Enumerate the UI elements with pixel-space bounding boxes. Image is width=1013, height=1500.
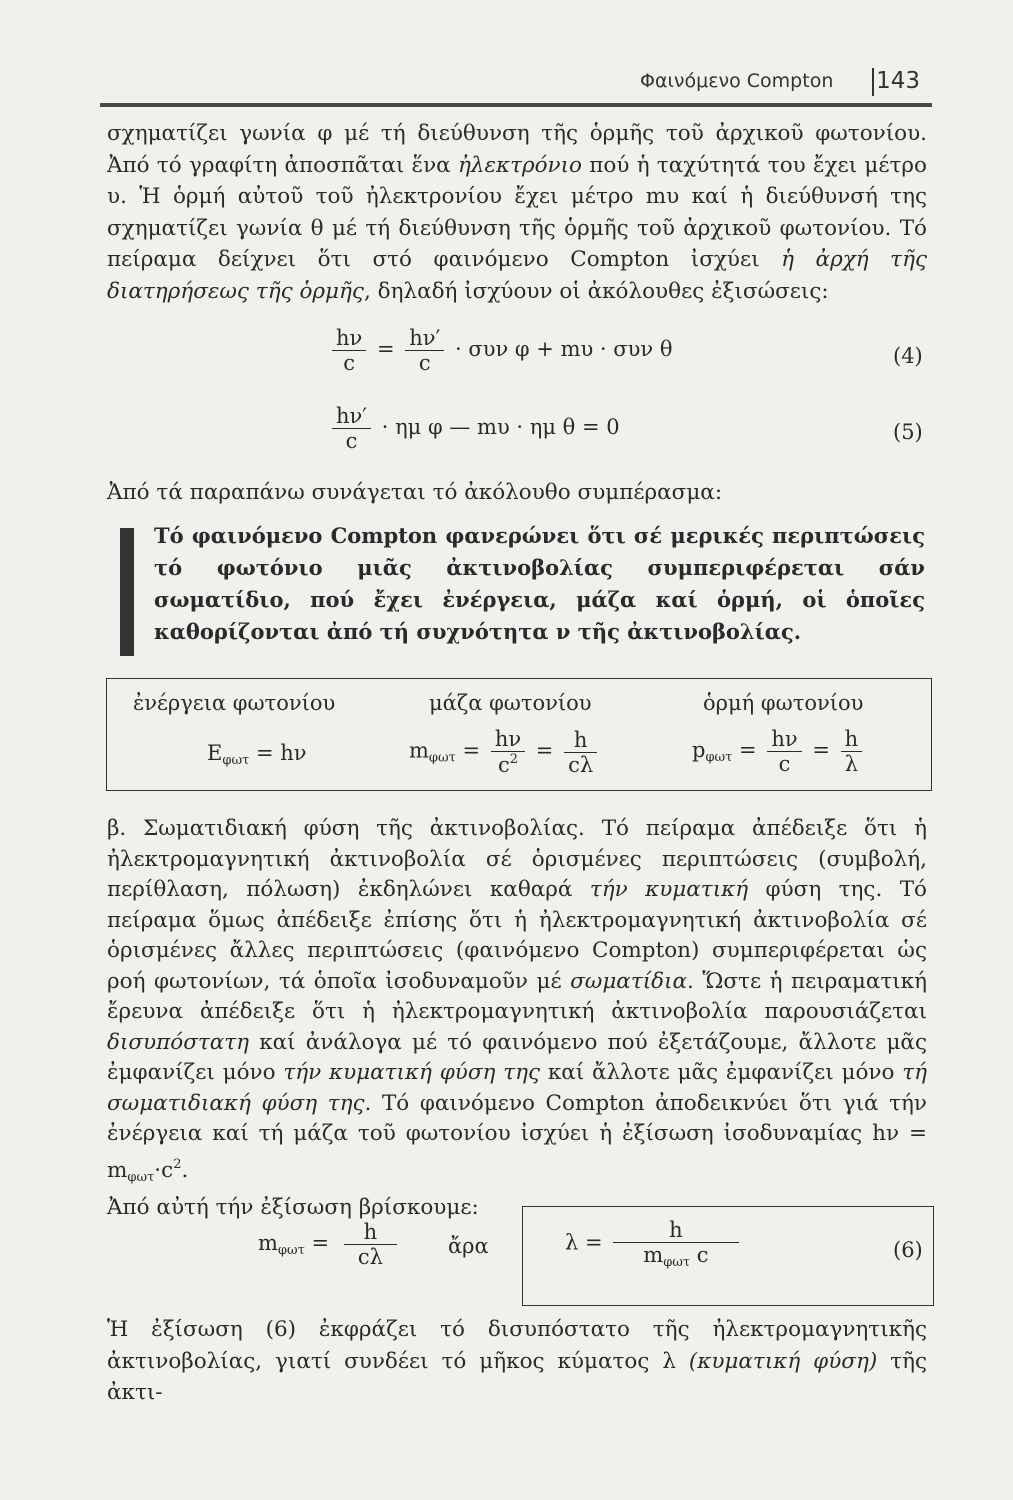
paragraph-2: Ἀπό τά παραπάνω συνάγεται τό ἀκόλουθο συμπέρασμα: [107,480,723,505]
eq4-fraction-1: $\frac{h\nu}{c}$ [332,326,366,375]
conclusion-block [120,520,925,648]
paragraph-4: Ἀπό αὐτή τήν ἐξίσωση βρίσκουμε: [107,1195,479,1220]
conclusion-marker-bar [120,528,134,656]
eq5-rest: · ημ φ — mυ · ημ θ = 0 [381,415,620,439]
equation-5 [328,404,620,453]
energy-formula: $E_{\varphi\omega\tau} = h\nu$ [207,741,307,768]
equation-6-left: $m_{\varphi\omega\tau}$ = $\frac{h}{c\lambda}$ [258,1220,401,1269]
page-number: 143 [876,68,920,94]
header-divider [872,68,874,96]
equation-4-label: (4) [893,344,923,368]
equation-4 [328,326,672,375]
paragraph-5: Ἡ ἐξίσωση (6) ἐκφράζει τό δισυπόστατο τῆς ἠλεκτρομαγνητικῆς ἀκτινοβολίας, γιατί συνδέει τό μῆκος κύματος λ (κυματική φύση) τῆς ἀκτι- [107,1317,927,1405]
conclusion-text: Τό φαινόμενο Compton φανερώνει ὅτι σέ μερικές περιπτώσεις τό φωτόνιο μιᾶς ἀκτινοβολίας συμπεριφέρεται σάν σωματίδιο, πού ἔχει ἐνέργεια, μάζα καί ὁρμή, οἱ ὁποῖες καθορίζονται ἀπό τή συχνότητα ν τῆς ἀκτινοβολίας. [154,523,925,644]
momentum-label: ὁρμή φωτονίου [703,691,864,715]
momentum-formula: $p_{\varphi\omega\tau}$ = $\frac{h\nu}{c}$ = $\frac{h}{\lambda}$ [692,727,866,776]
mass-label: μάζα φωτονίου [429,691,592,715]
equation-6-right: λ = $\frac{h}{m_{\varphi\omega\tau} c}$ [565,1218,743,1270]
mass-formula: $m_{\varphi\omega\tau}$ = $\frac{h\nu}{c^2}$ = $\frac{h}{c\lambda}$ [409,727,601,777]
eq4-equals: = [376,337,395,361]
header-rule [100,103,932,107]
eq5-fraction: $\frac{h\nu'}{c}$ [332,404,371,453]
equation-6-label: (6) [893,1238,923,1262]
paragraph-1: σχηματίζει γωνία φ μέ τή διεύθυνση τῆς ὁρμῆς τοῦ ἀρχικοῦ φωτονίου. Ἀπό τό γραφίτη ἀποσπᾶται ἕνα ἠλεκτρόνιο πού ἡ ταχύτητά του ἔχει μέτρο υ. Ἡ ὁρμή αὐτοῦ τοῦ ἠλεκτρονίου ἔχει μέτρο mυ καί ἡ διεύθυνσή της σχηματίζει γωνία θ μέ τή διεύθυνση τῆς ὁρμῆς τοῦ ἀρχικοῦ φωτονίου. Τό πείραμα δείχνει ὅτι στό φαινόμενο Compton ἰσχύει ἡ ἀρχή τῆς διατηρήσεως τῆς ὁρμῆς, δηλαδή ἰσχύουν οἱ ἀκόλουθες ἐξισώσεις: [107,121,927,304]
eq4-fraction-2: $\frac{h\nu'}{c}$ [405,326,444,375]
eq4-rest: · συν φ + mυ · συν θ [455,337,673,361]
equation-6-ara: ἄρα [448,1234,489,1258]
energy-label: ἐνέργεια φωτονίου [133,691,336,715]
running-header [640,68,940,96]
photon-formulas-box [106,678,932,791]
equation-5-label: (5) [893,420,923,444]
paragraph-3: β. Σωματιδιακή φύση τῆς ἀκτινοβολίας. Τό πείραμα ἀπέδειξε ὅτι ἡ ἠλεκτρομαγνητική ἀκτινοβολία σέ ὁρισμένες περιπτώσεις (συμβολή, περίθλαση, πόλωση) ἐκδηλώνει καθαρά τήν κυματική φύση της. Τό πείραμα ὅμως ἀπέδειξε ἐπίσης ὅτι ἡ ἠλεκτρομαγνητική ἀκτινοβολία σέ ὁρισμένες ἄλλες περιπτώσεις (φαινόμενο Compton) συμπεριφέρεται ὡς ροή φωτονίων, τά ὁποῖα ἰσοδυναμοῦν μέ σωματίδια. Ὥστε ἡ πειραματική ἔρευνα ἀπέδειξε ὅτι ἡ ἠλεκτρομαγνητική ἀκτινοβολία παρουσιάζεται δισυπόστατη καί ἀνάλογα μέ τό φαινόμενο πού ἐξετάζουμε, ἄλλοτε μᾶς ἐμφανίζει μόνο τήν κυματική φύση της καί ἄλλοτε μᾶς ἐμφανίζει μόνο τή σωματιδιακή φύση της. Τό φαινόμενο Compton ἀποδεικνύει ὅτι γιά τήν ἐνέργεια καί τή μάζα τοῦ φωτονίου ἰσχύει ἡ ἐξίσωση ἰσοδυναμίας $h\nu = m_{\varphi\omega\tau}\cdot c^2$. Ἀπό αὐτή τήν ἐξίσωση βρίσκουμε: [107,814,927,1224]
header-title: Φαινόμενο Compton [640,70,834,92]
